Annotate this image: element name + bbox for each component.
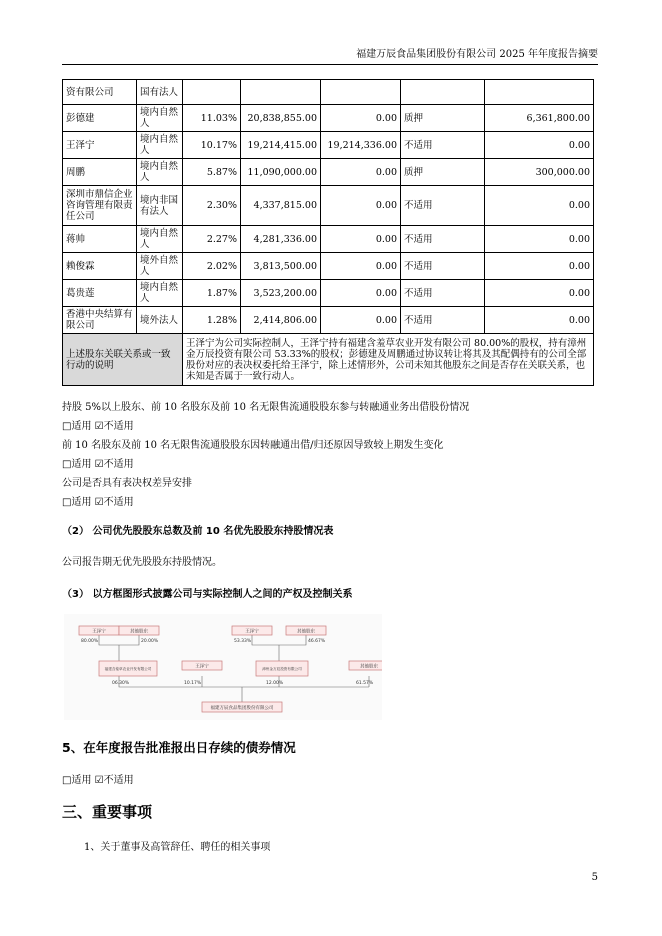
pct-label: 20.00%	[141, 639, 159, 644]
table-row	[63, 253, 594, 280]
holder-pct: 2.27%	[183, 226, 241, 253]
holder-status: 不适用	[401, 280, 485, 307]
holder-nature: 国有法人	[137, 80, 183, 105]
company-label: 福建含羞草农业开发有限公司	[104, 667, 152, 671]
control-section-title: （3） 以方框图形式披露公司与实际控制人之间的产权及控制关系	[62, 589, 353, 600]
pct-label: 10.17%	[184, 681, 202, 686]
page-number: 5	[591, 872, 598, 883]
holder-restricted	[321, 80, 401, 105]
relation-row	[63, 334, 594, 386]
holder-restricted: 0.00	[321, 186, 401, 226]
holder-nature: 境外法人	[137, 307, 183, 334]
holder-status	[401, 80, 485, 105]
preferred-text: 公司报告期无优先股股东持股情况。	[62, 557, 222, 568]
holder-status: 不适用	[401, 253, 485, 280]
holder-qty: 0.00	[485, 280, 594, 307]
holder-status: 不适用	[401, 186, 485, 226]
preferred-section-title: （2） 公司优先股股东总数及前 10 名优先股股东持股情况表	[62, 526, 334, 537]
holder-qty: 0.00	[485, 253, 594, 280]
holder-shares	[241, 80, 321, 105]
holder-status: 不适用	[401, 132, 485, 159]
holder-qty: 0.00	[485, 226, 594, 253]
bond-checkbox: □适用 ☑不适用	[62, 775, 134, 786]
holder-nature: 境内自然人	[137, 226, 183, 253]
holder-shares: 11,090,000.00	[241, 159, 321, 186]
table-row	[63, 80, 594, 105]
holder-status: 质押	[401, 159, 485, 186]
pct-label: 12.00%	[266, 681, 284, 686]
major-matters-title: 三、重要事项	[62, 803, 153, 821]
holder-shares: 19,214,415.00	[241, 132, 321, 159]
holder-nature: 境内自然人	[137, 132, 183, 159]
pct-label: 46.67%	[308, 639, 326, 644]
holder-name: 葛贵莲	[63, 280, 137, 307]
holder-status: 质押	[401, 105, 485, 132]
table-row	[63, 280, 594, 307]
page-header: 福建万辰食品集团股份有限公司 2025 年年度报告摘要	[62, 45, 598, 65]
table-row	[63, 105, 594, 132]
holder-restricted: 0.00	[321, 159, 401, 186]
holder-name: 赖俊霖	[63, 253, 137, 280]
owner-label: 王泽宁	[195, 664, 209, 670]
holder-nature: 境内非国有法人	[137, 186, 183, 226]
holder-name: 资有限公司	[63, 80, 137, 105]
holder-restricted: 0.00	[321, 307, 401, 334]
holder-qty	[485, 80, 594, 105]
holder-restricted: 0.00	[321, 280, 401, 307]
holder-pct: 5.87%	[183, 159, 241, 186]
holder-restricted: 0.00	[321, 105, 401, 132]
holder-pct: 2.02%	[183, 253, 241, 280]
relation-label: 上述股东关联关系或一致行动的说明	[63, 334, 183, 386]
holder-name: 彭德建	[63, 105, 137, 132]
pct-label: 53.33%	[234, 639, 252, 644]
holder-shares: 3,813,500.00	[241, 253, 321, 280]
holder-shares: 20,838,855.00	[241, 105, 321, 132]
holder-nature: 境内自然人	[137, 105, 183, 132]
table-row	[63, 132, 594, 159]
holder-shares: 4,281,336.00	[241, 226, 321, 253]
voting-checkbox: □适用 ☑不适用	[62, 497, 134, 508]
owner-label: 王泽宁	[92, 629, 106, 635]
listed-company-label: 福建万辰食品集团股份有限公司	[210, 706, 274, 711]
holder-restricted: 19,214,336.00	[321, 132, 401, 159]
holder-qty: 0.00	[485, 186, 594, 226]
bond-section-title: 5、在年度报告批准报出日存续的债券情况	[62, 740, 296, 755]
pct-label: 06.30%	[112, 681, 130, 686]
table-row	[63, 307, 594, 334]
holder-name: 蒋帅	[63, 226, 137, 253]
lending-change-note: 前 10 名股东及前 10 名无限售流通股股东因转融通出借/归还原因导致较上期发生变化	[62, 440, 444, 451]
holder-restricted: 0.00	[321, 226, 401, 253]
table-row	[63, 226, 594, 253]
table-row	[63, 186, 594, 226]
holder-name: 深圳市鼎信企业咨询管理有限责任公司	[63, 186, 137, 226]
item-1: 1、关于董事及高管辞任、聘任的相关事项	[84, 842, 271, 853]
company-label: 漳州金万辰投资有限公司	[262, 667, 302, 671]
lending-checkbox: □适用 ☑不适用	[62, 421, 134, 432]
holder-pct: 2.30%	[183, 186, 241, 226]
holder-shares: 4,337,815.00	[241, 186, 321, 226]
ownership-diagram	[64, 614, 382, 720]
holder-pct: 1.28%	[183, 307, 241, 334]
holder-name: 王泽宁	[63, 132, 137, 159]
holder-pct: 10.17%	[183, 132, 241, 159]
holder-nature: 境内自然人	[137, 280, 183, 307]
holder-nature: 境外自然人	[137, 253, 183, 280]
holder-pct	[183, 80, 241, 105]
shareholder-table	[62, 79, 594, 386]
holder-restricted: 0.00	[321, 253, 401, 280]
holder-status: 不适用	[401, 307, 485, 334]
pct-label: 80.00%	[81, 639, 99, 644]
other-holders-label: 其他股东	[130, 629, 148, 635]
holder-qty: 0.00	[485, 132, 594, 159]
lending-change-checkbox: □适用 ☑不适用	[62, 459, 134, 470]
voting-note: 公司是否具有表决权差异安排	[62, 478, 192, 489]
other-holders-label: 其他股东	[297, 629, 315, 635]
holder-name: 周鹏	[63, 159, 137, 186]
holder-status: 不适用	[401, 226, 485, 253]
holder-shares: 2,414,806.00	[241, 307, 321, 334]
holder-nature: 境内自然人	[137, 159, 183, 186]
owner-label: 王泽宁	[245, 629, 259, 635]
holder-qty: 300,000.00	[485, 159, 594, 186]
other-holders-label: 其他股东	[360, 664, 378, 670]
pct-label: 61.57%	[356, 681, 374, 686]
lending-note: 持股 5%以上股东、前 10 名股东及前 10 名无限售流通股股东参与转融通业务出借股份情况	[62, 402, 470, 413]
holder-name: 香港中央结算有限公司	[63, 307, 137, 334]
table-row	[63, 159, 594, 186]
holder-pct: 11.03%	[183, 105, 241, 132]
holder-pct: 1.87%	[183, 280, 241, 307]
relation-text: 王泽宁为公司实际控制人，王泽宁持有福建含羞草农业开发有限公司 80.00%的股权，持有漳州金万辰投资有限公司 53.33%的股权；彭德建及周鹏通过协议转让将其及其配偶持有的公司全部股份对应的表决权委托给王泽宁，除上述情形外，公司未知其他股东之间是否存在关联关系，也未知是否属于一致行动人。	[183, 334, 594, 386]
holder-qty: 6,361,800.00	[485, 105, 594, 132]
holder-shares: 3,523,200.00	[241, 280, 321, 307]
holder-qty: 0.00	[485, 307, 594, 334]
